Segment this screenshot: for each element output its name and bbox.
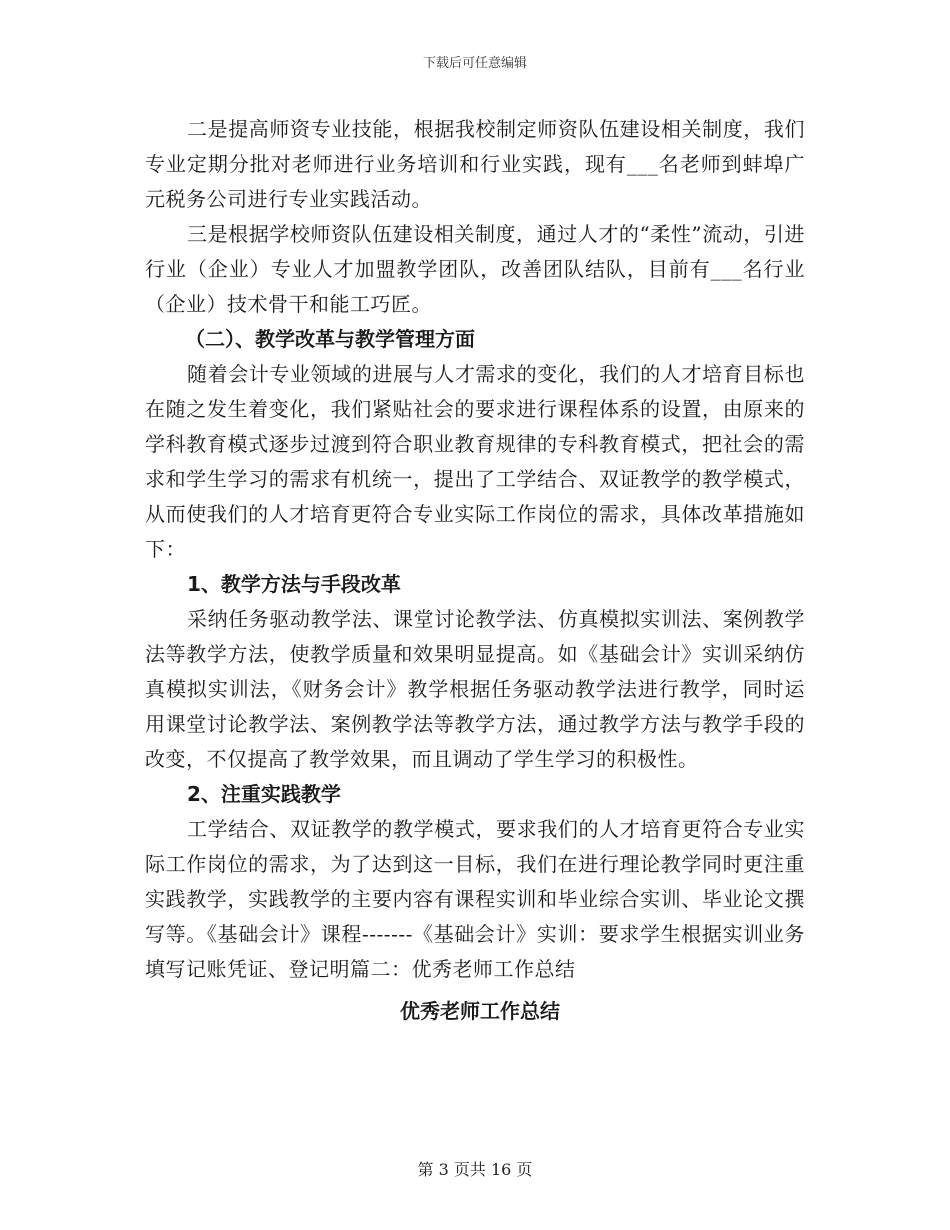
paragraph: 二是提高师资专业技能，根据我校制定师资队伍建设相关制度，我们专业定期分批对老师进行业务培训和行业实践，现有___名老师到蚌埠广元税务公司进行专业实践活动。 bbox=[145, 117, 805, 211]
paragraph: 三是根据学校师资队伍建设相关制度，通过人才的“柔性”流动，引进行业（企业）专业人才加盟教学团队，改善团队结队，目前有___名行业（企业）技术骨干和能工巧匠。 bbox=[145, 222, 805, 316]
subsection-heading: 1、教学方法与手段改革 bbox=[187, 572, 401, 596]
page-footer: 第 3 页共 16 页 bbox=[417, 1160, 533, 1179]
document-title: 优秀老师工作总结 bbox=[400, 999, 560, 1023]
section-heading: （二）、教学改革与教学管理方面 bbox=[185, 327, 475, 351]
subsection-heading: 2、注重实践教学 bbox=[187, 782, 341, 806]
document-body bbox=[145, 112, 805, 1031]
page-header: 下载后可任意编辑 bbox=[422, 56, 527, 71]
paragraph: 工学结合、双证教学的教学模式，要求我们的人才培育更符合专业实际工作岗位的需求，为了达到这一目标，我们在进行理论教学同时更注重实践教学，实践教学的主要内容有课程实训和毕业综合实训、毕业论文撰写等。《基础会计》课程-------《基础会计》实训：要求学生根据实训业务填写记账凭证、登记明篇二：优秀老师工作总结 bbox=[145, 817, 805, 981]
paragraph: 采纳任务驱动教学法、课堂讨论教学法、仿真模拟实训法、案例教学法等教学方法，使教学质量和效果明显提高。如《基础会计》实训采纳仿真模拟实训法，《财务会计》教学根据任务驱动教学法进行教学，同时运用课堂讨论教学法、案例教学法等教学方法，通过教学方法与教学手段的改变，不仅提高了教学效果，而且调动了学生学习的积极性。 bbox=[145, 607, 805, 771]
paragraph: 随着会计专业领域的进展与人才需求的变化，我们的人才培育目标也在随之发生着变化，我们紧贴社会的要求进行课程体系的设置，由原来的学科教育模式逐步过渡到符合职业教育规律的专科教育模式，把社会的需求和学生学习的需求有机统一，提出了工学结合、双证教学的教学模式，从而使我们的人才培育更符合专业实际工作岗位的需求，具体改革措施如下： bbox=[145, 362, 805, 561]
